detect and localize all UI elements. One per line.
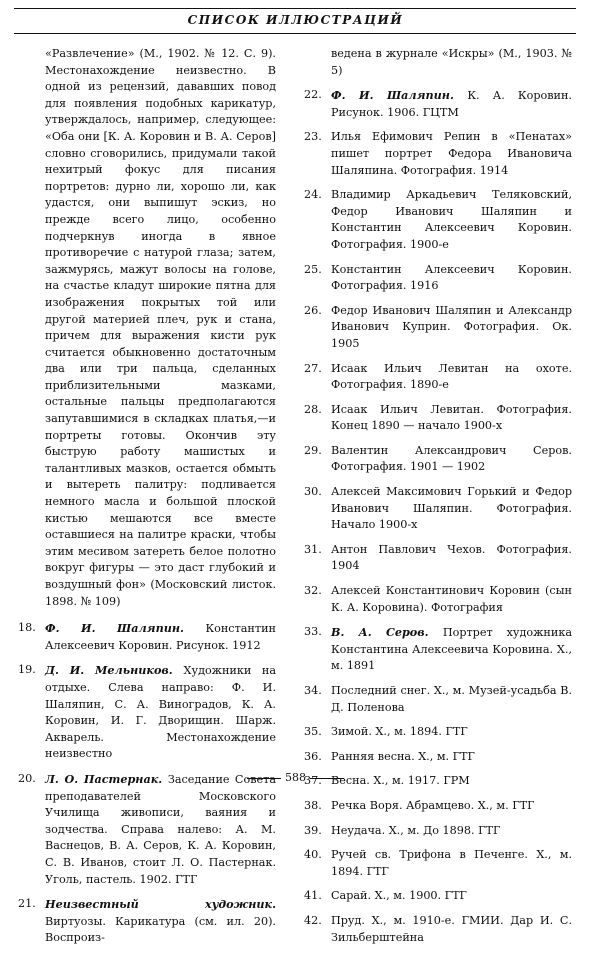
entry-text: Антон Павлович Чехов. Фотография. 1904 bbox=[331, 542, 572, 573]
illustration-entry bbox=[304, 798, 572, 815]
illustration-entry bbox=[18, 662, 276, 763]
illustration-entry bbox=[304, 361, 572, 394]
illustration-entry bbox=[304, 484, 572, 534]
entry-number: 20. bbox=[18, 771, 36, 785]
illustration-entry bbox=[304, 913, 572, 946]
entry-number: 33. bbox=[304, 625, 322, 639]
entry-number: 36. bbox=[304, 749, 322, 763]
entry-text: Валентин Александрович Серов. Фотография. 1901 — 1902 bbox=[331, 443, 572, 474]
entry-text: Речка Воря. Абрамцево. Х., м. ГТГ bbox=[331, 798, 535, 812]
illustration-entry bbox=[304, 187, 572, 253]
entry-text: Исаак Ильич Левитан. Фотография. Конец 1890 — начало 1900-х bbox=[331, 402, 572, 433]
continued-entry-text: «Развлечение» (М., 1902. № 12. С. 9). Местонахождение неизвестно. В одной из рецензий, дававших повод для появления подобных карикатур, утверждалось, например, следующее: «Оба они [К. А. Коровин и В. А. Серов] словно сговорились, придумали такой нехитрый фокус для писания портретов: дурно ли, хорошо ли, как удастся, они выпишут эскиз, но прежде всего лицо, особенно подчеркнув иногда в явное противоречие с натурой глаза; затем, зажмурясь, мажут волосы на голове, на счастье кладут широкие пятна для изображения покрытых той или другой материей плеч, рук и стана, причем для выражения кисти рук считается обыкновенно достаточным два или три пальца, сделанных приблизительными мазками, остальные пальцы предполагаются запутавшимися в складках платья,—и портреты готовы. Окончив эту быструю работу машистых и талантливых мазков, остается обмыть и вытереть палитру: подливается немного масла и большой плоской кистью мешаются все вместе оставшиеся на палитре краски, чтобы этим месивом затереть белое полотно вокруг фигуры — это даст глубокий и воздушный фон» (Московский листок. 1898. № 109) bbox=[45, 47, 276, 608]
entry-author: Ф. И. Шаляпин. bbox=[331, 88, 468, 103]
entry-number: 19. bbox=[18, 663, 36, 677]
entry-number: 18. bbox=[18, 621, 36, 635]
entry-text: Ручей св. Трифона в Печенге. Х., м. 1894. ГТГ bbox=[331, 848, 572, 878]
illustration-entry bbox=[304, 888, 572, 905]
illustration-entry bbox=[304, 823, 572, 840]
header-rule-bottom bbox=[14, 33, 576, 34]
illustration-entry bbox=[304, 624, 572, 675]
entry-number: 39. bbox=[304, 823, 322, 837]
entry-number: 29. bbox=[304, 443, 322, 457]
footer-dash-right bbox=[310, 778, 344, 779]
footer-dash-left bbox=[247, 778, 281, 779]
illustration-entry bbox=[304, 683, 572, 716]
entry-author: Д. И. Мельников. bbox=[45, 663, 184, 678]
entry-number: 31. bbox=[304, 542, 322, 556]
illustration-entry bbox=[304, 303, 572, 353]
entry-text: Алексей Константинович Коровин (сын К. А. Коровина). Фотография bbox=[331, 584, 572, 614]
entry-number: 32. bbox=[304, 584, 322, 598]
entry-number: 35. bbox=[304, 725, 322, 739]
entry-text: К. А. Коровин. Рисунок. 1906. ГЦТМ bbox=[331, 89, 572, 119]
entry-text: Пруд. Х., м. 1910-е. ГМИИ. Дар И. С. Зильберштейна bbox=[331, 913, 572, 944]
entry-text: Исаак Ильич Левитан на охоте. Фотография. 1890-е bbox=[331, 361, 572, 392]
right-column bbox=[304, 46, 572, 954]
entry-author: Неизвестный художник. bbox=[45, 897, 276, 912]
entry-text: Художники на отдыхе. Слева направо: Ф. И. Шаляпин, С. А. Виноградов, К. А. Коровин, И. Г. Дворищин. Шарж. Акварель. Местонахождение неизвестно bbox=[45, 664, 276, 761]
entry-text: Весна. Х., м. 1917. ГРМ bbox=[331, 774, 470, 788]
continued-entry-text: ведена в журнале «Искры» (М., 1903. № 5) bbox=[331, 47, 572, 77]
header-rule-top bbox=[14, 8, 576, 9]
illustration-entry bbox=[18, 620, 276, 654]
entry-number: 41. bbox=[304, 889, 322, 903]
entry-text: Алексей Максимович Горький и Федор Иванович Шаляпин. Фотография. Начало 1900-х bbox=[331, 485, 572, 532]
entry-text: Заседание Совета преподавателей Московского Училища живописи, ваяния и зодчества. Справа налево: А. М. Васнецов, В. А. Серов, К. А. Коровин, С. В. Иванов, стоит Л. О. Пастернак. Уголь, пастель. 1902. ГТГ bbox=[45, 772, 276, 886]
entry-number: 34. bbox=[304, 684, 322, 697]
illustration-entry bbox=[304, 724, 572, 741]
entry-number: 42. bbox=[304, 913, 322, 927]
entry-number: 25. bbox=[304, 262, 322, 276]
entry-text: Сарай. Х., м. 1900. ГТГ bbox=[331, 889, 467, 903]
entry-author: Л. О. Пастернак. bbox=[45, 771, 168, 786]
entry-text: Илья Ефимович Репин в «Пенатах» пишет портрет Федора Ивановича Шаляпина. Фотография. 1914 bbox=[331, 130, 572, 177]
left-column bbox=[18, 46, 276, 955]
entry-text: Федор Иванович Шаляпин и Александр Иванович Куприн. Фотография. Ок. 1905 bbox=[331, 303, 572, 350]
entry-text: Неудача. Х., м. До 1898. ГТГ bbox=[331, 823, 501, 837]
illustration-entry bbox=[304, 749, 572, 766]
illustration-entry bbox=[304, 87, 572, 121]
page-number: 588 bbox=[285, 771, 306, 784]
entry-author: Ф. И. Шаляпин. bbox=[45, 621, 206, 636]
entry-text: Константин Алексеевич Коровин. Фотография. 1916 bbox=[331, 262, 572, 293]
entry-number: 22. bbox=[304, 88, 322, 102]
entry-text: Виртуозы. Карикатура (см. ил. 20). Воспроиз- bbox=[45, 914, 276, 945]
entry-number: 23. bbox=[304, 130, 322, 144]
illustration-entry bbox=[304, 583, 572, 616]
entry-number: 40. bbox=[304, 848, 322, 862]
illustration-entry bbox=[304, 129, 572, 179]
entry-text: Владимир Аркадьевич Теляковский, Федор Иванович Шаляпин и Константин Алексеевич Коровин. Фотография. 1900-е bbox=[331, 188, 572, 251]
illustration-entry bbox=[304, 542, 572, 575]
entry-number: 21. bbox=[18, 897, 36, 911]
entry-author: В. А. Серов. bbox=[331, 625, 443, 640]
page-footer bbox=[0, 771, 591, 784]
illustration-entry bbox=[304, 443, 572, 476]
illustration-entry bbox=[304, 262, 572, 295]
illustration-entry bbox=[18, 771, 276, 888]
entry-number: 26. bbox=[304, 303, 322, 317]
entry-text: Портрет художника Константина Алексеевича Коровина. Х., м. 1891 bbox=[331, 626, 572, 673]
illustration-entry bbox=[18, 896, 276, 947]
illustration-entry bbox=[304, 847, 572, 880]
illustration-entry bbox=[304, 402, 572, 435]
entry-text: Зимой. Х., м. 1894. ГТГ bbox=[331, 725, 468, 739]
right-entry-list bbox=[304, 87, 572, 946]
entry-number: 24. bbox=[304, 188, 322, 202]
entry-number: 37. bbox=[304, 774, 322, 788]
entry-text: Ранняя весна. Х., м. ГТГ bbox=[331, 749, 475, 763]
entry-number: 27. bbox=[304, 361, 322, 375]
entry-text: Константин Алексеевич Коровин. Рисунок. 1912 bbox=[45, 622, 276, 652]
entry-text: Последний снег. Х., м. Музей-усадьба В. Д. Поленова bbox=[331, 684, 572, 714]
running-header: СПИСОК ИЛЛЮСТРАЦИЙ bbox=[187, 13, 404, 27]
entry-number: 38. bbox=[304, 798, 322, 812]
entry-number: 30. bbox=[304, 485, 322, 499]
entry-number: 28. bbox=[304, 402, 322, 416]
